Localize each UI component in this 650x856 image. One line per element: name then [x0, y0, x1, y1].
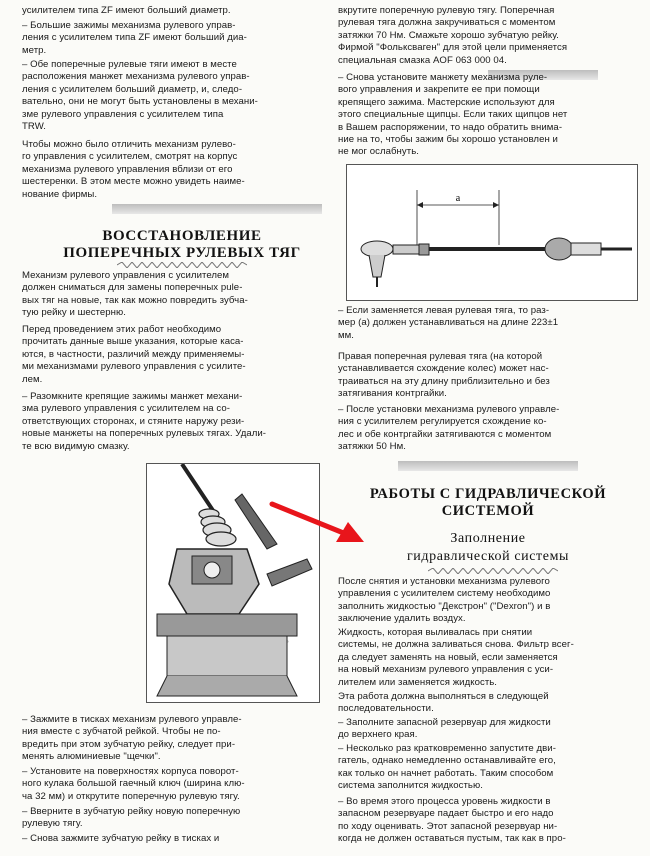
section-subheading: Заполнение гидравлической системы	[406, 531, 570, 564]
paragraph: – Разомкните крепящие зажимы манжет механи- зма рулевого управления с усилителем на со- ответствующих сторонах, и стяните наружу рези- новые манжеты на поперечных рулевых тягах. Удали- те всю видимую смазку.	[22, 391, 267, 452]
paragraph: – После установки механизма рулевого управле- ния с усилителем регулируется схождение ко- лес и обе контргайки затягиваются с моментом затяжки 50 Нм.	[338, 404, 560, 453]
section-heading: РАБОТЫ С ГИДРАВЛИЧЕСКОЙ СИСТЕМОЙ	[369, 486, 607, 519]
heading-ornament-icon	[117, 262, 247, 268]
paragraph: вкрутите поперечную рулевую тягу. Поперечная рулевая тяга должна закручиваться с моментом затяжки 70 Нм. Смажьте хорошо зубчатую рейку. Фирмой "Фольксваген" для этой цели применяется специальная смазка AOF 063 000 04.	[338, 5, 568, 66]
paragraph: Жидкость, которая выливалась при снятии системы, не должна заливаться снова. Фильтр всег- да следует заменять на новый, если заменяется на новый механизм рулевого управления с уси- лителем или заменяется жидкость.	[338, 627, 574, 688]
paragraph: – Несколько раз кратковременно запустите дви- гатель, однако немедленно останавливайте его, как только он начнет работать. Таким способом система заполнится жидкостью.	[338, 743, 556, 792]
paragraph: – Зажмите в тисках механизм рулевого управле- ния вместе с зубчатой рейкой. Чтобы не по- вредить при этом зубчатую рейку, следует при- менять алюминиевые "щечки".	[22, 714, 242, 763]
paragraph: – Установите на поверхностях корпуса поворот- ного кулака большой гаечный ключ (ширина клю- ча 32 мм) и открутите поперечную рулевую тягу.	[22, 766, 245, 802]
section-divider-shade	[112, 204, 322, 214]
paragraph: – Большие зажимы механизма рулевого управ- ления с усилителем типа ZF имеют больший диа- метр.	[22, 20, 247, 56]
paragraph: Механизм рулевого управления с усилителем должен сниматься для замены поперечных рule- вых тяг на новые, так как можно повредить зубча- тую рейку и шестерню.	[22, 270, 248, 319]
tie-rod-illustration	[347, 165, 637, 300]
paragraph: Перед проведением этих работ необходимо прочитать данные выше указания, которые каса- ются, в частности, различий между применяемы- ми механизмами рулевого управления с усилите- лем.	[22, 324, 246, 385]
paragraph: – Если заменяется левая рулевая тяга, то раз- мер (a) должен устанавливаться на длине 223±1 мм.	[338, 305, 559, 341]
section-divider-shade	[398, 461, 578, 471]
paragraph: усилителем типа ZF имеют больший диаметр.	[22, 5, 231, 16]
paragraph: – Обе поперечные рулевые тяги имеют в месте расположения манжет механизма рулевого управ- ления с усилителем больший диаметр, и, следо- вательно, они не могут быть установлены в механи- зме рулевого управления с усилителем типа TRW.	[22, 59, 258, 133]
paragraph: Эта работа должна выполняться в следующей последовательности.	[338, 691, 549, 715]
paragraph: Правая поперечная рулевая тяга (на которой устанавливается схождение колес) может нас- траиваться на эту длину приблизительно и без затягивания контргайки.	[338, 351, 550, 400]
figure-tie-rod-dimension	[346, 164, 638, 301]
heading-ornament-icon	[428, 568, 558, 574]
paragraph: – Снова установите манжету механизма руле- вого управления и закрепите ее при помощи крепящего зажима. Мастерские используют для этого специальные щипцы. Если таких щипцов нет в Вашем распоряжении, то надо обратить внима- ние на то, чтобы зажим бы хорошо установлен и не мог ослабнуть.	[338, 72, 568, 158]
paragraph: – Во время этого процесса уровень жидкости в запасном резервуаре падает быстро и его надо по ходу оценивать. Этот запасной резервуар ни- когда не должен оставаться пустым, так как в про-	[338, 796, 566, 845]
paragraph: – Заполните запасной резервуар для жидкости до верхнего края.	[338, 717, 551, 741]
paragraph: После снятия и установки механизма рулевого управления с усилителем систему необходимо заполнить жидкостью "Декстрон" ("Dexron") и в заключение удалить воздух.	[338, 576, 551, 625]
paragraph: – Снова зажмите зубчатую рейку в тисках и	[22, 833, 220, 844]
paragraph: Чтобы можно было отличить механизм рулево- го управления с усилителем, смотрят на корпус механизма рулевого управления вблизи от его шестеренки. В этом месте можно увидеть наиме- нование фирмы.	[22, 139, 245, 200]
dimension-label: a	[455, 193, 461, 204]
section-heading: ВОССТАНОВЛЕНИЕ ПОПЕРЕЧНЫХ РУЛЕВЫХ ТЯГ	[63, 228, 301, 261]
paragraph: – Вверните в зубчатую рейку новую поперечную рулевую тягу.	[22, 806, 241, 830]
red-pointer-arrow-icon	[268, 498, 368, 548]
